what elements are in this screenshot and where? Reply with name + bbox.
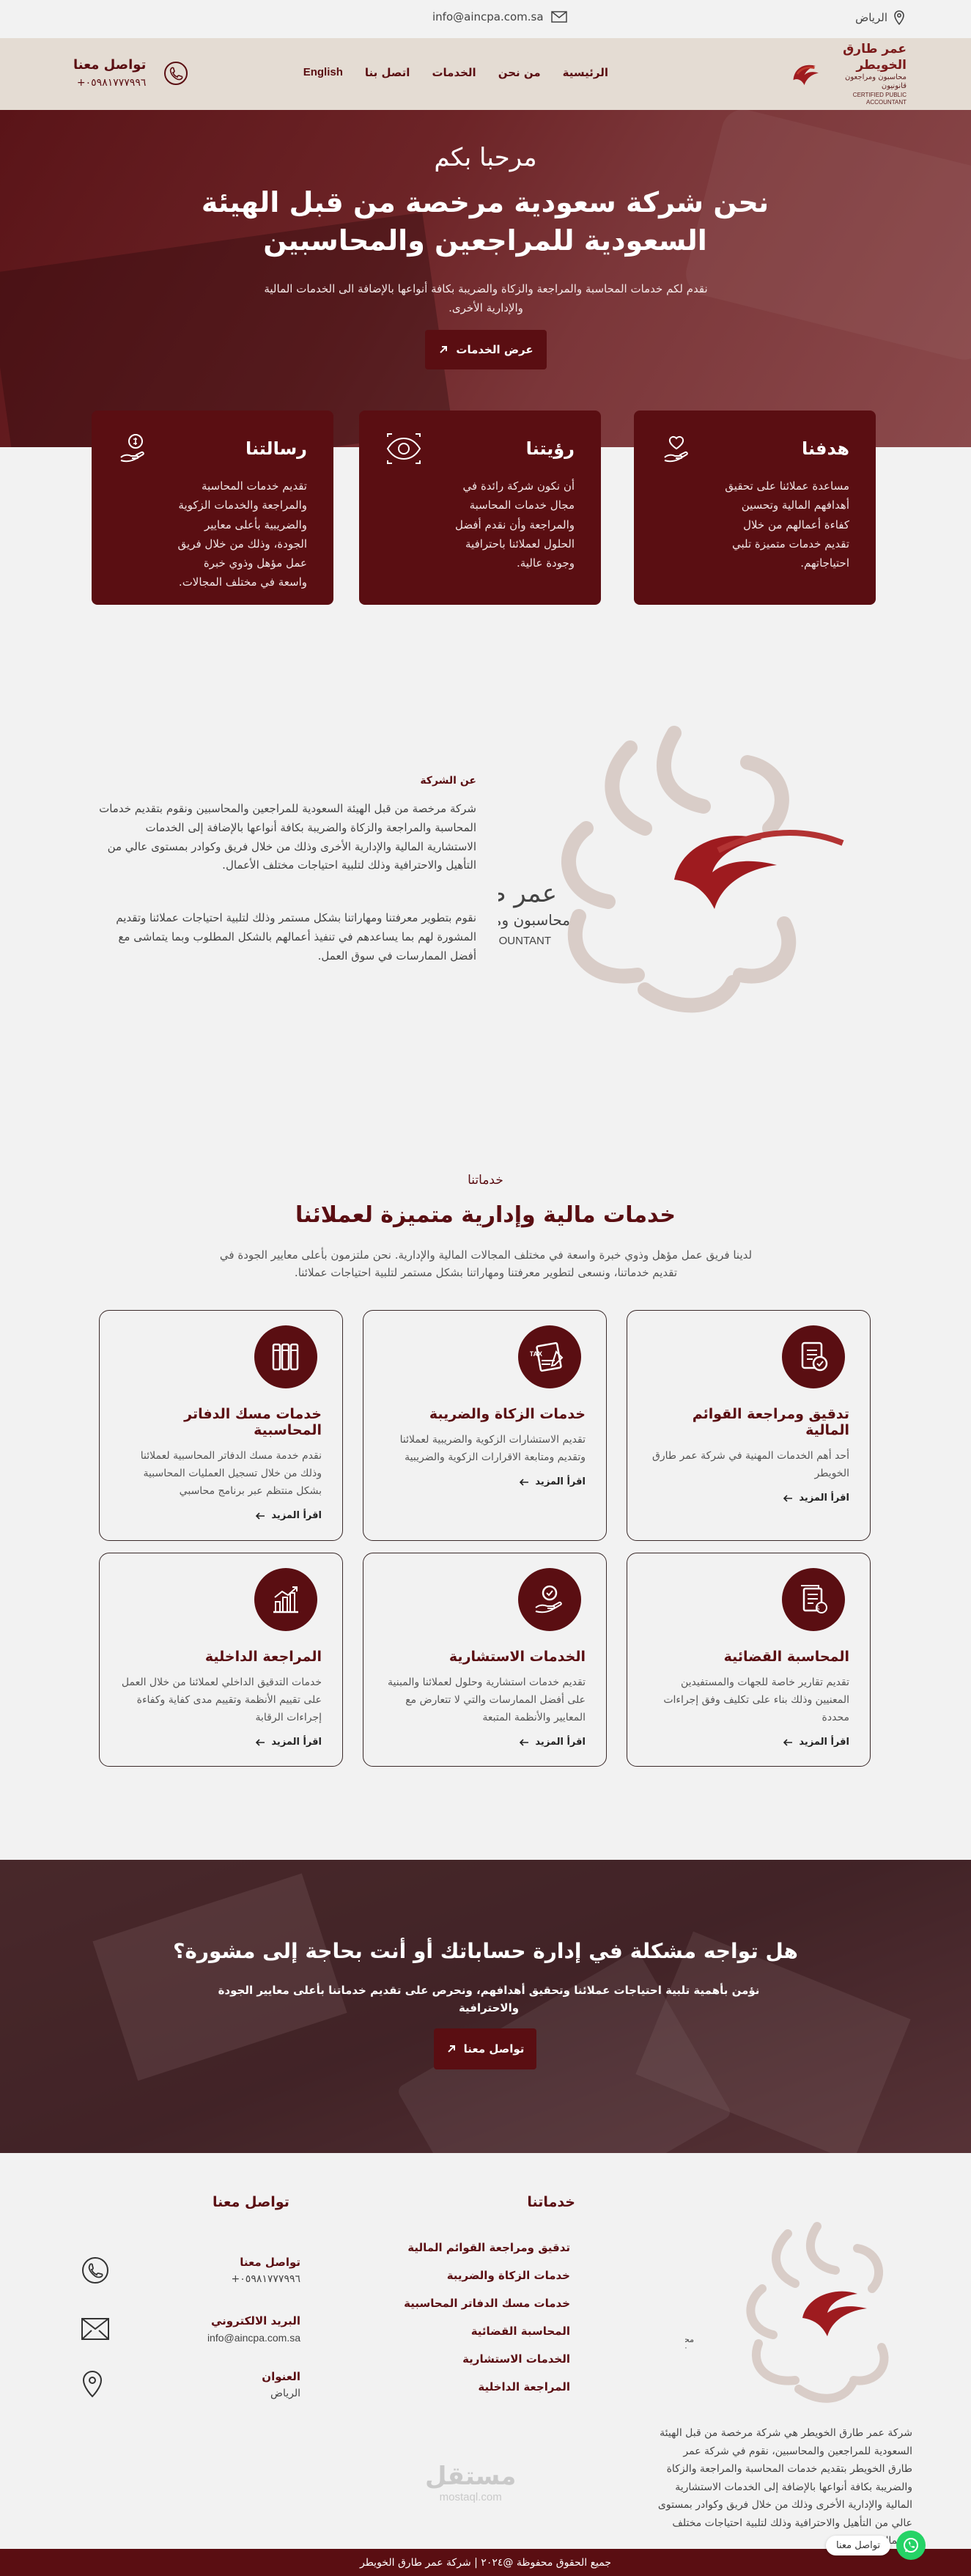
top-email-text[interactable]: info@aincpa.com.sa <box>432 10 544 23</box>
arrow-left-icon <box>519 1739 529 1746</box>
vision-card-text: أن نكون شركة رائدة في مجال خدمات المحاسبة والمراجعة وأن نقدم أفضل الحلول لعملائنا باحترافية وجودة عالية. <box>454 479 575 570</box>
eye-icon <box>385 433 422 465</box>
message-card-title: رسالتنا <box>245 438 307 459</box>
view-services-label: عرض الخدمات <box>456 343 534 356</box>
read-more-link[interactable]: اقرأ المزيد <box>120 1510 322 1521</box>
service-card-internal-audit[interactable] <box>99 1553 343 1767</box>
service-text: نقدم خدمة مسك الدفاتر المحاسبية لعملائنا وذلك من خلال تسجيل العمليات المحاسبية بشكل منتظم عبر برنامج محاسبي <box>140 1450 322 1498</box>
header-contact[interactable] <box>73 57 188 89</box>
view-services-button[interactable] <box>425 330 547 369</box>
read-more-link[interactable]: اقرأ المزيد <box>384 1476 586 1487</box>
service-card-bookkeeping[interactable] <box>99 1310 343 1541</box>
nav-about[interactable]: من نحن <box>498 66 541 79</box>
cta-title: هل تواجه مشكلة في إدارة حساباتك أو أنت بحاجة إلى مشورة؟ <box>173 1939 798 1963</box>
top-bar <box>0 0 971 38</box>
service-text: تقديم الاستشارات الزكوية والضريبية لعملائنا وتقديم ومتابعة الاقرارات الزكوية والضريبية <box>399 1434 586 1464</box>
nav-english[interactable]: English <box>303 66 343 78</box>
hero-description: نقدم لكم خدمات المحاسبة والمراجعة والزكاة والضريبة بكافة أنواعها بالإضافة الى الخدمات المالية والإدارية الأخرى. <box>264 282 708 314</box>
footer-contact-title: تواصل معنا <box>240 2256 300 2269</box>
service-text: أحد أهم الخدمات المهنية في شركة عمر طارق الخويطر <box>652 1450 849 1480</box>
hero-title: نحن شركة سعودية مرخصة من قبل الهيئة السعودية للمراجعين والمحاسبين <box>201 186 769 257</box>
footer-contact-phone[interactable] <box>81 2256 300 2285</box>
arrow-left-icon <box>255 1739 265 1746</box>
service-card-forensic[interactable] <box>627 1553 871 1767</box>
footer-link-bookkeeping[interactable]: خدمات مسك الدفاتر المحاسبية <box>404 2297 570 2310</box>
svg-text:CERTIFIED PUBLIC ACCOUNTANT: OUNTANT <box>498 935 551 947</box>
arrow-left-icon <box>783 1495 793 1502</box>
arrow-up-right-icon <box>438 345 448 355</box>
money-hand-icon <box>118 433 150 465</box>
books-icon <box>254 1325 317 1388</box>
footer-contact-heading: تواصل معنا <box>213 2194 289 2210</box>
hero-welcome: مرحبا بكم <box>434 143 537 172</box>
logo-sub-en: CERTIFIED PUBLIC ACCOUNTANT <box>852 91 907 106</box>
service-title: خدمات مسك الدفاتر المحاسبية <box>184 1406 322 1438</box>
footer-contact-text <box>262 2370 300 2399</box>
service-title: الخدمات الاستشارية <box>448 1649 586 1665</box>
svg-text:$: $ <box>815 1605 819 1612</box>
envelope-icon <box>551 11 567 23</box>
goal-card <box>634 411 876 605</box>
logo[interactable] <box>789 42 907 106</box>
cta-section <box>0 1860 971 2153</box>
service-text: تقديم تقارير خاصة للجهات والمستفيدين المعنيين وذلك بناء على تكليف وفق إجراءات محددة <box>663 1677 849 1724</box>
service-title: تدقيق ومراجعة القوائم المالية <box>692 1406 849 1438</box>
watermark-en: mostaql.com <box>439 2491 502 2503</box>
footer-contact-text <box>207 2314 300 2344</box>
logo-text <box>825 42 907 106</box>
footer-contact-value[interactable]: info@aincpa.com.sa <box>207 2332 300 2344</box>
footer-logo-icon <box>685 2219 905 2410</box>
footer-contact-email[interactable] <box>81 2314 300 2344</box>
main-nav <box>303 66 608 79</box>
footer-contact-title: البريد الالكتروني <box>211 2314 300 2327</box>
header-contact-text <box>73 57 146 89</box>
hero-section <box>0 110 971 447</box>
footer-contact-title: العنوان <box>262 2370 300 2383</box>
services-label: خدماتنا <box>468 1173 503 1188</box>
logo-name: عمر طارق الخويطر <box>843 42 907 73</box>
service-card-audit[interactable] <box>627 1310 871 1541</box>
footer-services-heading: خدماتنا <box>527 2194 575 2210</box>
arrow-left-icon <box>519 1479 529 1486</box>
footer-description: شركة عمر طارق الخويطر هي شركة مرخصة من قبل الهيئة السعودية للمراجعين والمحاسبين، نقوم في شركة عمر طارق الخويطر بتقديم خدمات المحاسبة والمراجعة والزكاة والضريبة بكافة أنواعها بالإضافة إلى الخدمات الاستشارية المالية والإدارية الأخرى وذلك من خلال فريق وكوادر بمستوى عالي من التأهيل والاحترافية وذلك لتلبية احتياجات مختلف <box>657 2427 912 2529</box>
service-title: خدمات الزكاة والضريبة <box>429 1406 586 1422</box>
about-label: عن الشركة <box>420 775 476 787</box>
top-location <box>855 10 905 25</box>
nav-contact[interactable]: اتصل بنا <box>364 66 410 79</box>
footer-contact-address <box>81 2370 300 2399</box>
footer-link-consulting[interactable]: الخدمات الاستشارية <box>462 2352 570 2366</box>
service-text: خدمات التدقيق الداخلي لعملائنا من خلال العمل على تقييم الأنظمة وتقييم مدى كفاية وكفاءة إجراءات الرقابة <box>121 1677 322 1724</box>
about-paragraph-1: شركة مرخصة من قبل الهيئة السعودية للمراجعين والمحاسبين ونقوم بتقديم خدمات المحاسبة والمراجعة والزكاة والضريبة بكافة أنواعها بالإضافة إلى الخدمات الاستشارية المالية والإدارية الأخرى وذلك من خلال فريق وكوادر بمستوى عالي من التأهيل والاحترافية وذلك لتلبية احتياجات مختلف الأعمال. <box>99 802 476 872</box>
read-more-link[interactable]: اقرأ المزيد <box>120 1737 322 1748</box>
services-title: خدمات مالية وإدارية متميزة لعملائنا <box>295 1202 676 1228</box>
header-contact-title: تواصل معنا <box>73 57 147 73</box>
arrow-left-icon <box>783 1739 793 1746</box>
services-description: لدينا فريق عمل مؤهل وذوي خبرة واسعة في مختلف المجالات المالية والإدارية. نحن ملتزمون بأعلى معايير الجودة في تقديم خدماتنا، ونسعى لتطوير معرفتنا ومهاراتنا بشكل مستمر لتلبية احتياجات عملائنا. <box>219 1248 753 1279</box>
goal-card-text: مساعدة عملائنا على تحقيق أهدافهم المالية وتحسين كفاءة أعمالهم من خلال تقديم خدمات متميزة تلبي احتياجاتهم. <box>725 479 849 570</box>
arrow-left-icon <box>255 1512 265 1520</box>
vision-card <box>359 411 601 605</box>
cta-contact-label: تواصل معنا <box>463 2042 525 2056</box>
footer-logo <box>685 2219 905 2410</box>
watermark <box>425 2462 516 2503</box>
location-pin-icon <box>893 10 905 25</box>
svg-text:محاسبون ومراجعون قانونيون: مح <box>685 2335 694 2344</box>
read-more-link[interactable]: اقرأ المزيد <box>648 1737 849 1748</box>
about-logo <box>498 718 879 1026</box>
message-card-text: تقديم خدمات المحاسبة والمراجعة والخدمات الزكوية والضريبية بأعلى معايير الجودة، وذلك من خلال فريق عمل مؤهل وذوي خبرة واسعة في مختلف المجالات. <box>177 479 307 589</box>
footer-link-forensic[interactable]: المحاسبة القضائية <box>470 2325 570 2338</box>
cta-subtitle: نؤمن بأهمية تلبية احتياجات عملائنا وتحقيق أهدافهم، ونحرص على تقديم خدماتنا بأعلى معايير الجودة والاحترافية <box>218 1984 760 2014</box>
footer-contact-value: الرياض <box>270 2388 300 2399</box>
whatsapp-button[interactable] <box>896 2531 926 2560</box>
svg-text:عمر طارق الخويطر <box>685 2315 687 2333</box>
phone-icon <box>163 61 188 86</box>
location-icon <box>81 2370 104 2399</box>
logo-mark-icon <box>789 52 821 96</box>
decorative-logo-icon <box>498 718 879 1026</box>
nav-services[interactable]: الخدمات <box>432 66 476 79</box>
nav-home[interactable]: الرئيسية <box>562 66 608 79</box>
svg-text:عمر طارق الخويطر: عمر <box>514 879 557 908</box>
top-location-text: الرياض <box>855 11 887 24</box>
footer-contact-value[interactable]: ٠٥٩٨١٧٧٧٩٩٦+ <box>231 2273 300 2285</box>
audit-icon <box>782 1325 845 1388</box>
consulting-icon <box>518 1568 581 1631</box>
svg-text:محاسبون ومراجعون قانونيون: محاسبون و <box>501 911 570 929</box>
tax-icon <box>518 1325 581 1388</box>
footer-link-audit[interactable]: تدقيق ومراجعة القوائم المالية <box>407 2241 570 2254</box>
service-title: المراجعة الداخلية <box>204 1649 322 1665</box>
service-card-tax[interactable] <box>363 1310 607 1541</box>
phone-icon <box>81 2256 110 2285</box>
header-contact-phone[interactable]: ٠٥٩٨١٧٧٧٩٩٦+ <box>76 77 147 89</box>
whatsapp-widget[interactable] <box>826 2531 926 2560</box>
growth-chart-icon <box>254 1568 317 1631</box>
whatsapp-icon <box>902 2536 920 2554</box>
copyright-text: جميع الحقوق محفوظة @٢٠٢٤ | شركة عمر طارق الخويطر <box>359 2556 612 2569</box>
service-title: المحاسبة القضائية <box>723 1649 849 1665</box>
footer-link-tax[interactable]: خدمات الزكاة والضريبة <box>446 2269 570 2282</box>
whatsapp-label[interactable]: تواصل معنا <box>826 2536 890 2555</box>
about-section <box>93 775 476 966</box>
message-card <box>92 411 333 605</box>
footer-contact-text <box>232 2256 300 2285</box>
vision-card-title: رؤيتنا <box>525 438 575 459</box>
top-email[interactable] <box>432 10 567 23</box>
mail-icon <box>81 2317 110 2341</box>
cta-contact-button[interactable] <box>434 2028 536 2069</box>
arrow-up-right-icon <box>446 2044 457 2054</box>
read-more-link[interactable]: اقرأ المزيد <box>648 1493 849 1504</box>
legal-docs-icon <box>782 1568 845 1631</box>
goal-card-title: هدفنا <box>801 438 849 459</box>
heart-hand-icon <box>660 433 693 465</box>
read-more-link[interactable]: اقرأ المزيد <box>384 1737 586 1748</box>
footer-services-links <box>404 2241 570 2393</box>
about-paragraph-2: نقوم بتطوير معرفتنا ومهاراتنا بشكل مستمر وذلك لتلبية احتياجات عملائنا وتقديم المشورة لهم بما يساعدهم في تنفيذ أعمالهم بالشكل المطلوب وبما يتماشى مع أفضل الممارسات في سوق العمل. <box>116 911 476 963</box>
logo-sub-ar: محاسبون ومراجعون قانونيون <box>845 73 907 91</box>
svg-text:TAX: TAX <box>530 1350 542 1358</box>
service-card-consulting[interactable] <box>363 1553 607 1767</box>
footer-link-internal-audit[interactable]: المراجعة الداخلية <box>478 2380 570 2393</box>
site-header <box>0 38 971 110</box>
service-text: تقديم خدمات استشارية وحلول لعملائنا والمبنية على أفضل الممارسات والتي لا تتعارض مع المعايير والأنظمة المتبعة <box>388 1677 586 1724</box>
svg-text:CERTIFIED PUBLIC ACCOUNTANT <box>685 2347 687 2354</box>
watermark-ar: مستقل <box>425 2462 517 2491</box>
